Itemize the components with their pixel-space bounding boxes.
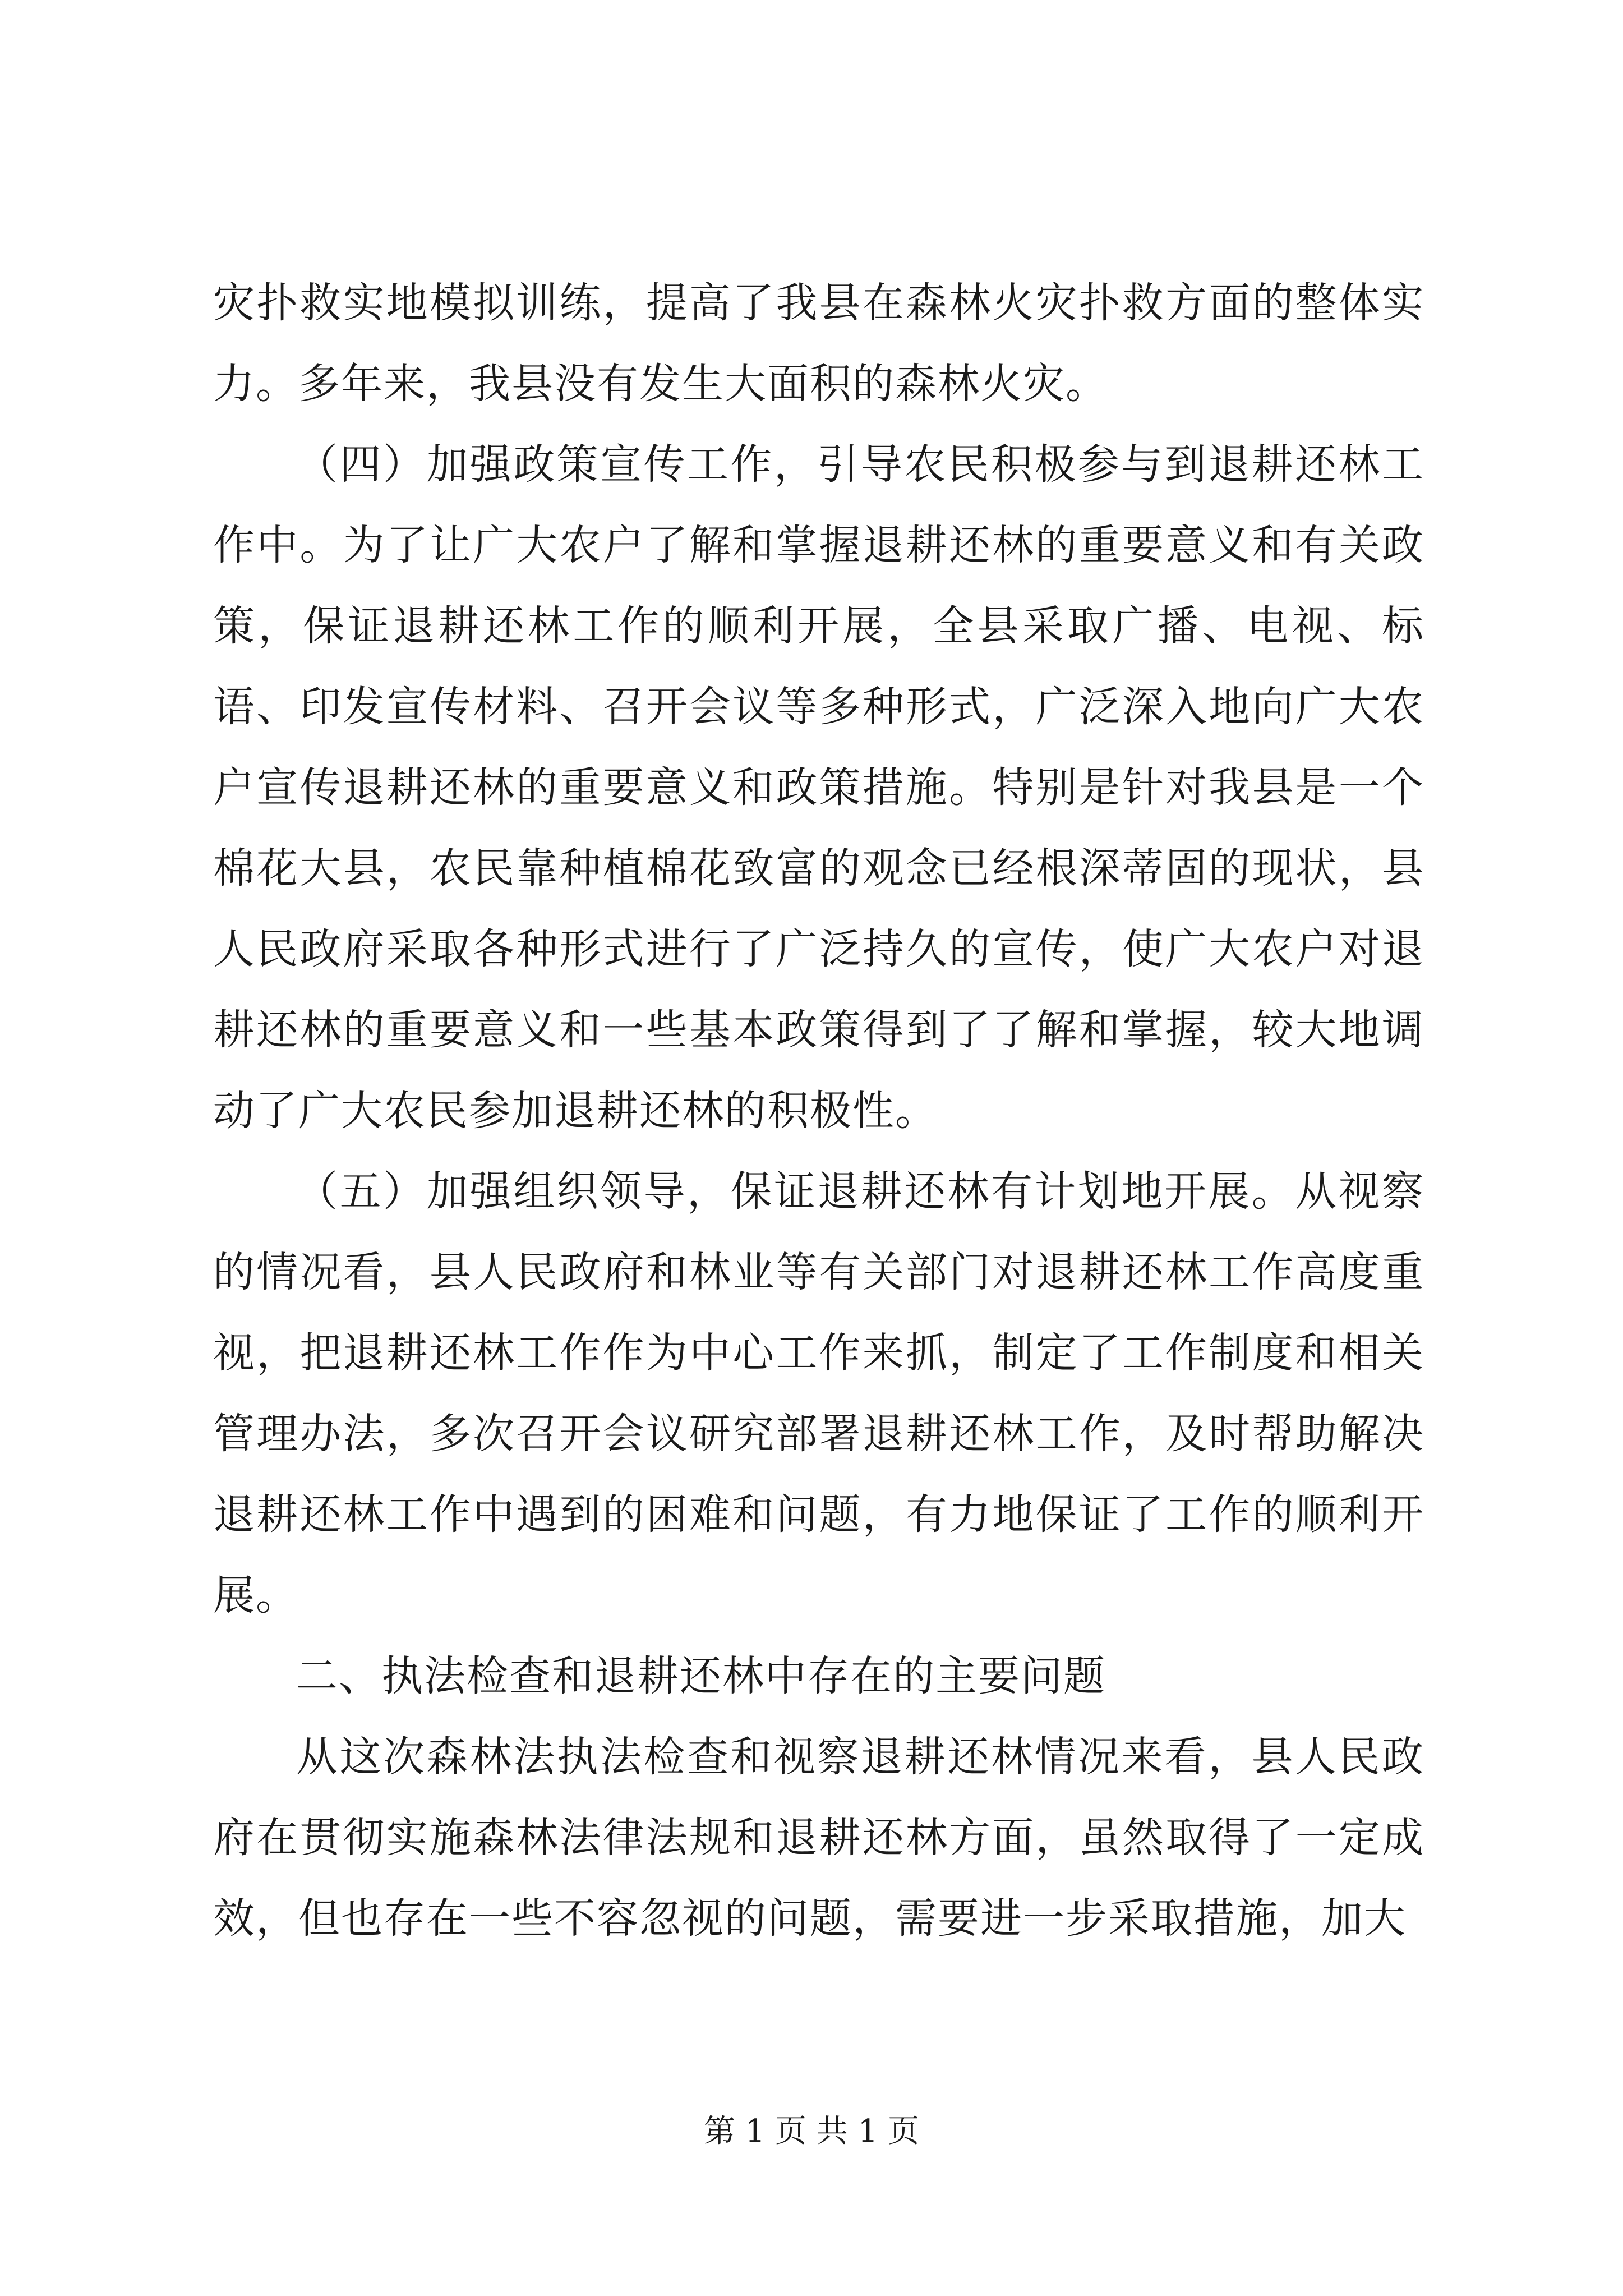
paragraph-section-four: （四）加强政策宣传工作，引导农民积极参与到退耕还林工作中。为了让广大农户了解和掌握退耕还林的重要意义和有关政策，保证退耕还林工作的顺利开展，全县采取广播、电视、标语、印发宣传材料、召开会议等多种形式，广泛深入地向广大农户宣传退耕还林的重要意义和政策措施。特别是针对我县是一个棉花大县，农民靠种植棉花致富的观念已经根深蒂固的现状，县人民政府采取各种形式进行了广泛持久的宣传，使广大农户对退耕还林的重要意义和一些基本政策得到了了解和掌握，较大地调动了广大农民参加退耕还林的积极性。 xyxy=(213,440,1424,1135)
paragraph-continuation: 灾扑救实地模拟训练，提高了我县在森林火灾扑救方面的整体实力。多年来，我县没有发生大面积的森林火灾。 xyxy=(213,279,1424,408)
page-number-footer: 第 1 页 共 1 页 xyxy=(703,2113,920,2150)
section-heading-problems: 二、执法检查和退耕还林中存在的主要问题 xyxy=(296,1652,1106,1700)
paragraph-problems-intro: 从这次森林法执法检查和视察退耕还林情况来看，县人民政府在贯彻实施森林法律法规和退耕还林方面，虽然取得了一定成效，但也存在一些不容忽视的问题，需要进一步采取措施，加大 xyxy=(213,1733,1424,1943)
document-body xyxy=(213,263,1424,1959)
paragraph-section-five: （五）加强组织领导，保证退耕还林有计划地开展。从视察的情况看，县人民政府和林业等有关部门对退耕还林工作高度重视，把退耕还林工作作为中心工作来抓，制定了工作制度和相关管理办法，多次召开会议研究部署退耕还林工作，及时帮助解决退耕还林工作中遇到的困难和问题，有力地保证了工作的顺利开展。 xyxy=(213,1167,1424,1619)
